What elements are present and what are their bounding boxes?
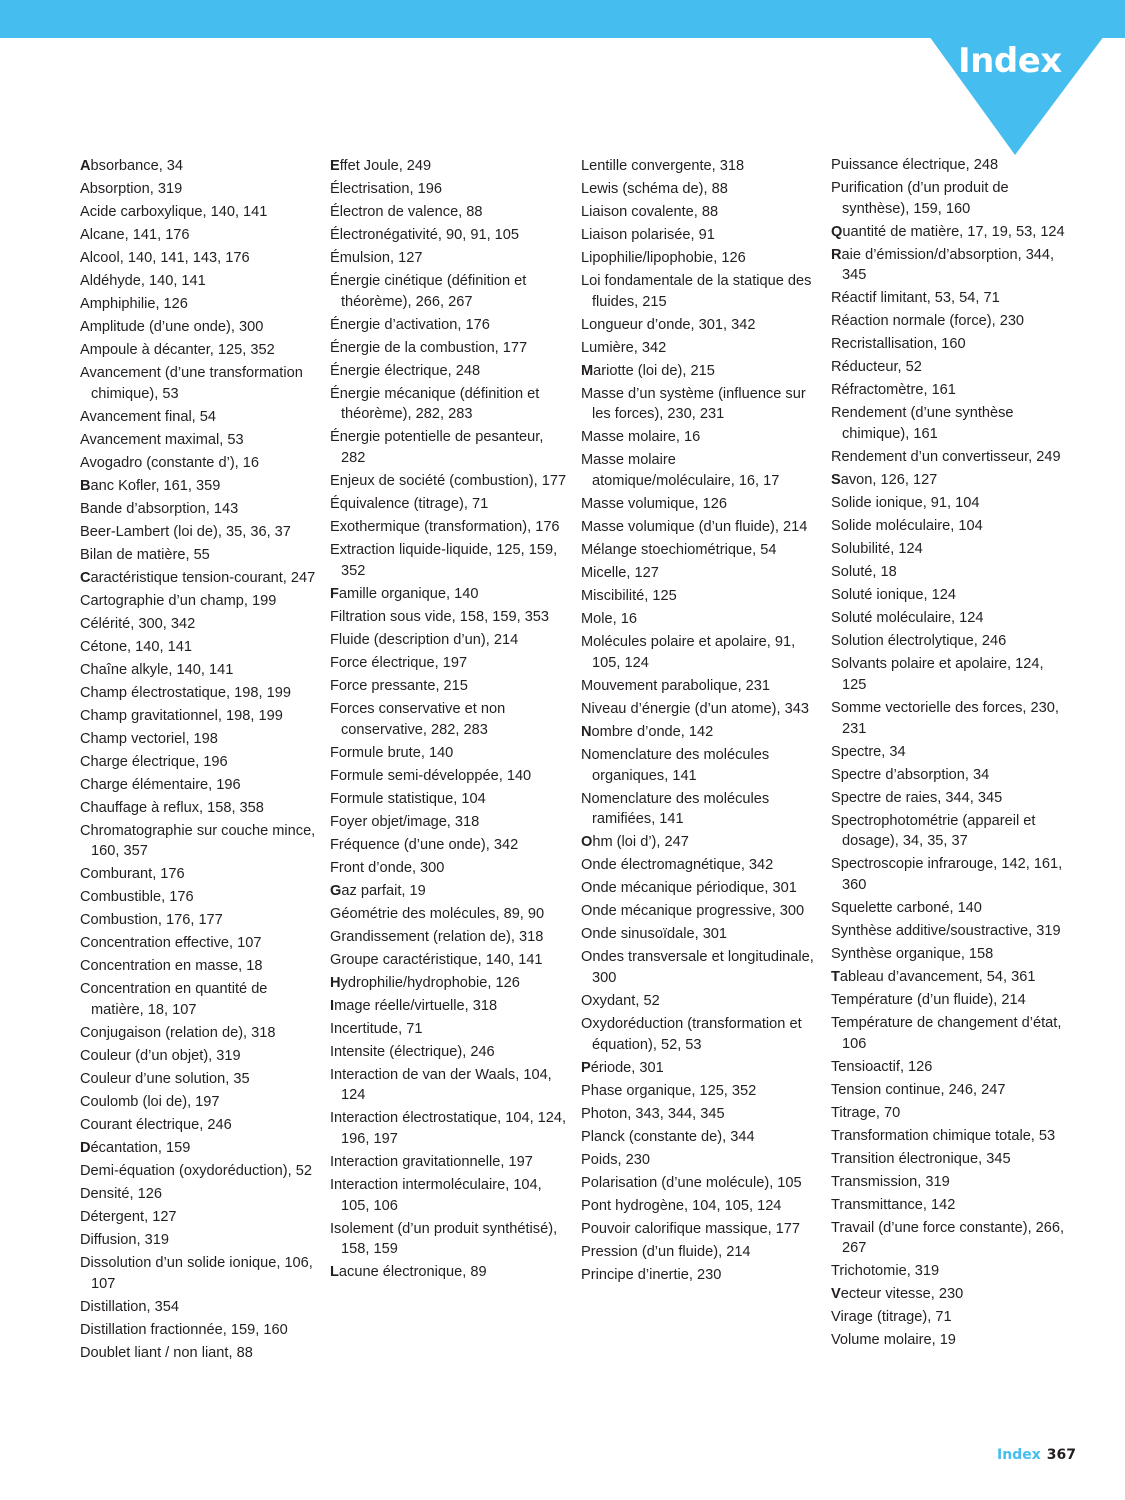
index-entry: Poids, 230: [581, 1151, 650, 1168]
index-entry: Amplitude (d’une onde), 300: [80, 319, 264, 335]
index-entry: Soluté moléculaire, 124: [831, 610, 984, 627]
index-entry: Masse molaire atomique/moléculaire, 16, 17: [581, 452, 780, 490]
index-entry: Amphiphilie, 126: [80, 296, 188, 312]
index-entry: Isolement (d’un produit synthétisé), 158, 159: [330, 1220, 558, 1258]
index-entry: Célérité, 300, 342: [80, 615, 196, 632]
index-entry: [80, 1138, 318, 1159]
index-entry: Spectre, 34: [831, 743, 906, 760]
section-initial-letter: O: [581, 834, 593, 851]
index-entry: Pont hydrogène, 104, 105, 124: [581, 1197, 782, 1214]
index-entry: Fréquence (d’une onde), 342: [330, 836, 519, 853]
footer-section-label: Index: [997, 1447, 1041, 1463]
index-entry: Réfractomètre, 161: [831, 382, 956, 399]
index-entry: [330, 881, 568, 902]
index-entry: Solvants polaire et apolaire, 124, 125: [831, 656, 1044, 693]
index-entry: Lumière, 342: [581, 339, 667, 356]
index-entry: Trichotomie, 319: [831, 1263, 940, 1280]
index-entry: Absorption, 319: [80, 181, 183, 197]
index-entry: Demi-équation (oxydoréduction), 52: [80, 1163, 313, 1180]
index-entry-text: hm (loi d’), 247: [592, 834, 689, 851]
index-entry: Température de changement d’état, 106: [831, 1014, 1062, 1052]
index-entry: Solide ionique, 91, 104: [831, 495, 980, 512]
index-entry: Spectre d’absorption, 34: [831, 766, 990, 783]
index-entry: Rendement (d’une synthèse chimique), 161: [831, 405, 1014, 443]
index-entry: Solution électrolytique, 246: [831, 633, 1007, 650]
section-initial-letter: M: [581, 362, 594, 379]
index-entry: [831, 245, 1069, 286]
index-entry: [581, 832, 819, 853]
index-entry: Interaction de van der Waals, 104, 124: [330, 1066, 552, 1104]
index-entry: Émulsion, 127: [330, 250, 423, 266]
section-initial-letter: V: [831, 1286, 841, 1303]
index-entry: Chaîne alkyle, 140, 141: [80, 661, 234, 678]
index-entry: Alcane, 141, 176: [80, 227, 190, 243]
index-entry-text: ecteur vitesse, 230: [840, 1286, 964, 1303]
index-entry: [581, 361, 819, 382]
index-entry: [80, 568, 318, 589]
index-entry-text: ombre d’onde, 142: [591, 723, 714, 740]
index-entry: Spectroscopie infrarouge, 142, 161, 360: [831, 856, 1063, 893]
index-entry: [330, 973, 568, 994]
index-entry: Transmittance, 142: [831, 1196, 956, 1213]
index-entry: [330, 996, 568, 1017]
index-entry-text: uantité de matière, 17, 19, 53, 124: [842, 223, 1065, 240]
index-entry: Liaison polarisée, 91: [581, 227, 715, 243]
index-entry: Chauffage à reflux, 158, 358: [80, 799, 264, 816]
index-entry: Cartographie d’un champ, 199: [80, 592, 277, 609]
index-entry: [80, 156, 318, 177]
index-entry: Filtration sous vide, 158, 159, 353: [330, 608, 550, 625]
index-entry: Force pressante, 215: [330, 677, 468, 694]
index-entry-text: aractéristique tension-courant, 247: [90, 569, 316, 586]
index-entry: Concentration en quantité de matière, 18, 107: [80, 981, 268, 1019]
index-entry: Enjeux de société (combustion), 177: [330, 473, 567, 490]
index-entry: [831, 222, 1069, 243]
index-entry: Avancement final, 54: [80, 408, 217, 425]
index-entry: Masse volumique (d’un fluide), 214: [581, 519, 808, 536]
index-entry: Extraction liquide-liquide, 125, 159, 352: [330, 542, 558, 579]
index-entry-text: écantation, 159: [90, 1140, 191, 1157]
index-entry: Spectre de raies, 344, 345: [831, 789, 1003, 806]
index-entry: Avancement (d’une transformation chimique), 53: [80, 365, 303, 402]
index-entry: Électronégativité, 90, 91, 105: [330, 227, 520, 243]
index-entry: Combustible, 176: [80, 889, 194, 906]
index-entry: Onde mécanique progressive, 300: [581, 903, 805, 920]
index-entry: Puissance électrique, 248: [831, 157, 999, 173]
index-entry: Niveau d’énergie (d’un atome), 343: [581, 700, 809, 717]
index-entry: [581, 722, 819, 743]
index-entry: Phase organique, 125, 352: [581, 1082, 757, 1099]
index-entry: Masse volumique, 126: [581, 496, 728, 513]
index-entry: Foyer objet/image, 318: [330, 813, 480, 830]
index-entry: [831, 470, 1069, 491]
index-entry: Champ vectoriel, 198: [80, 730, 218, 747]
index-column-1: [80, 156, 318, 1366]
index-entry-text: ffet Joule, 249: [339, 158, 432, 174]
section-initial-letter: F: [330, 585, 339, 602]
index-entry: Rendement d’un convertisseur, 249: [831, 449, 1061, 466]
section-initial-letter: R: [831, 246, 842, 263]
index-entry: Électron de valence, 88: [330, 204, 483, 220]
index-entry: Soluté, 18: [831, 564, 897, 581]
index-entry: [80, 476, 318, 497]
index-entry: Pression (d’un fluide), 214: [581, 1243, 751, 1260]
index-entry: Aldéhyde, 140, 141: [80, 273, 206, 289]
index-entry: Onde mécanique périodique, 301: [581, 880, 797, 897]
index-entry: Solubilité, 124: [831, 541, 923, 558]
index-entry-text: aie d’émission/d’absorption, 344, 345: [841, 246, 1055, 284]
index-entry: Transition électronique, 345: [831, 1150, 1011, 1167]
index-entry: Molécules polaire et apolaire, 91, 105, 124: [581, 634, 796, 671]
index-entry: Onde sinusoïdale, 301: [581, 926, 728, 943]
index-entry: Micelle, 127: [581, 565, 659, 582]
section-initial-letter: E: [330, 158, 340, 174]
index-entry: Équivalence (titrage), 71: [330, 496, 489, 513]
index-entry: Formule semi-développée, 140: [330, 767, 532, 784]
index-entry: Grandissement (relation de), 318: [330, 928, 544, 945]
index-entry: Ondes transversale et longitudinale, 300: [581, 949, 814, 986]
index-entry: Interaction gravitationnelle, 197: [330, 1153, 533, 1170]
index-entry: Réducteur, 52: [831, 359, 922, 376]
index-entry: Couleur (d’un objet), 319: [80, 1048, 241, 1065]
index-entry: Incertitude, 71: [330, 1020, 423, 1037]
index-entry: Énergie d’activation, 176: [330, 316, 490, 333]
index-entry: Planck (constante de), 344: [581, 1128, 755, 1145]
index-entry: Énergie de la combustion, 177: [330, 339, 528, 356]
index-entry: Tensioactif, 126: [831, 1058, 933, 1075]
index-entry: Travail (d’une force constante), 266, 267: [831, 1219, 1065, 1257]
section-initial-letter: G: [330, 882, 342, 899]
index-entry: Réactif limitant, 53, 54, 71: [831, 290, 1000, 307]
index-entry: Mélange stoechiométrique, 54: [581, 542, 777, 559]
index-entry: Température (d’un fluide), 214: [831, 991, 1026, 1008]
index-entry-text: anc Kofler, 161, 359: [90, 477, 221, 494]
index-entry: Oxydant, 52: [581, 992, 660, 1009]
index-entry: Concentration en masse, 18: [80, 958, 263, 975]
index-entry: Chromatographie sur couche mince, 160, 357: [80, 822, 316, 860]
index-entry: Acide carboxylique, 140, 141: [80, 204, 268, 220]
index-entry: Intensite (électrique), 246: [330, 1043, 495, 1060]
index-entry: [831, 967, 1069, 988]
index-entry: Longueur d’onde, 301, 342: [581, 316, 756, 333]
index-entry: [330, 156, 568, 177]
index-entry: Recristallisation, 160: [831, 336, 966, 353]
section-initial-letter: C: [80, 569, 91, 586]
section-initial-letter: I: [330, 997, 335, 1014]
index-entry: Onde électromagnétique, 342: [581, 857, 774, 874]
index-entry: Titrage, 70: [831, 1104, 901, 1121]
section-initial-letter: S: [831, 472, 841, 489]
index-entry-text: ableau d’avancement, 54, 361: [839, 968, 1036, 985]
index-entry: Transformation chimique totale, 53: [831, 1127, 1056, 1144]
index-entry: Avancement maximal, 53: [80, 431, 244, 448]
index-entry: [330, 1262, 568, 1283]
index-entry: Front d’onde, 300: [330, 859, 445, 876]
index-entry-text: bsorbance, 34: [90, 158, 184, 174]
section-initial-letter: A: [80, 158, 91, 174]
index-entry: Groupe caractéristique, 140, 141: [330, 951, 543, 968]
index-entry: Avogadro (constante d’), 16: [80, 454, 260, 471]
index-entry: Nomenclature des molécules ramifiées, 141: [581, 790, 770, 828]
index-entry: Champ électrostatique, 198, 199: [80, 684, 291, 701]
index-entry-text: az parfait, 19: [341, 882, 426, 899]
index-entry: Énergie cinétique (définition et théorème), 266, 267: [330, 273, 527, 310]
index-entry: Mouvement parabolique, 231: [581, 677, 771, 694]
index-entry: Photon, 343, 344, 345: [581, 1105, 725, 1122]
index-entry: Combustion, 176, 177: [80, 912, 223, 929]
index-entry: Conjugaison (relation de), 318: [80, 1025, 276, 1042]
index-entry: Masse d’un système (influence sur les forces), 230, 231: [581, 385, 806, 423]
index-entry: Distillation fractionnée, 159, 160: [80, 1321, 288, 1338]
index-entry: Loi fondamentale de la statique des fluides, 215: [581, 273, 812, 310]
index-entry: Synthèse organique, 158: [831, 945, 994, 962]
index-entry: Densité, 126: [80, 1186, 162, 1203]
index-entry: Formule brute, 140: [330, 744, 454, 761]
index-entry: Concentration effective, 107: [80, 935, 262, 952]
index-entry: Charge élémentaire, 196: [80, 776, 241, 793]
index-entry: Champ gravitationnel, 198, 199: [80, 707, 283, 724]
index-entry: Oxydoréduction (transformation et équation), 52, 53: [581, 1015, 802, 1053]
index-entry: Géométrie des molécules, 89, 90: [330, 905, 545, 922]
index-entry: Solide moléculaire, 104: [831, 518, 983, 535]
index-entry: [581, 1058, 819, 1079]
index-entry: Doublet liant / non liant, 88: [80, 1344, 253, 1361]
index-entry: Comburant, 176: [80, 866, 185, 883]
index-entry: [831, 1284, 1069, 1305]
index-entry-text: avon, 126, 127: [840, 472, 938, 489]
index-entry: Bande d’absorption, 143: [80, 500, 239, 517]
index-entry: Pouvoir calorifique massique, 177: [581, 1220, 801, 1237]
index-entry: Électrisation, 196: [330, 181, 442, 197]
index-entry: Miscibilité, 125: [581, 588, 677, 605]
index-entry: Cétone, 140, 141: [80, 638, 192, 655]
index-column-2: [330, 156, 568, 1285]
index-entry-text: acune électronique, 89: [338, 1264, 487, 1281]
index-entry: Dissolution d’un solide ionique, 106, 107: [80, 1255, 313, 1292]
section-initial-letter: H: [330, 974, 341, 991]
index-entry-text: ériode, 301: [590, 1059, 664, 1076]
section-initial-letter: N: [581, 723, 592, 740]
index-entry: Somme vectorielle des forces, 230, 231: [831, 699, 1059, 737]
index-columns: [80, 156, 1080, 1436]
index-entry: Mole, 16: [581, 611, 637, 628]
index-entry: Lipophilie/lipophobie, 126: [581, 250, 746, 266]
index-entry: Bilan de matière, 55: [80, 546, 210, 563]
index-entry: Interaction électrostatique, 104, 124, 196, 197: [330, 1110, 567, 1147]
page-number: 367: [1046, 1447, 1076, 1463]
index-entry: Masse molaire, 16: [581, 429, 701, 446]
index-entry: [330, 584, 568, 605]
index-entry-text: amille organique, 140: [338, 585, 479, 602]
index-entry: Coulomb (loi de), 197: [80, 1094, 220, 1111]
index-entry: Détergent, 127: [80, 1209, 177, 1226]
index-column-4: [831, 155, 1069, 1353]
section-initial-letter: Q: [831, 223, 843, 240]
index-entry: Énergie électrique, 248: [330, 362, 481, 379]
index-entry: Distillation, 354: [80, 1298, 179, 1315]
index-entry: Charge électrique, 196: [80, 753, 228, 770]
index-entry: Purification (d’un produit de synthèse), 159, 160: [831, 180, 1009, 217]
index-entry: Tension continue, 246, 247: [831, 1081, 1006, 1098]
index-entry: Liaison covalente, 88: [581, 204, 719, 220]
index-entry: Lewis (schéma de), 88: [581, 181, 728, 197]
index-entry: Volume molaire, 19: [831, 1332, 956, 1349]
index-entry: Principe d’inertie, 230: [581, 1266, 722, 1283]
page-title: Index: [958, 41, 1062, 81]
index-entry: Énergie potentielle de pesanteur, 282: [330, 429, 544, 467]
index-entry: Ampoule à décanter, 125, 352: [80, 342, 275, 358]
index-entry: Énergie mécanique (définition et théorème), 282, 283: [330, 385, 540, 423]
index-entry: Force électrique, 197: [330, 654, 468, 671]
index-entry: Exothermique (transformation), 176: [330, 519, 560, 536]
index-entry: Spectrophotométrie (appareil et dosage), 34, 35, 37: [831, 812, 1036, 850]
index-entry-text: mage réelle/virtuelle, 318: [334, 997, 498, 1014]
index-entry: Soluté ionique, 124: [831, 587, 956, 604]
index-entry: Alcool, 140, 141, 143, 176: [80, 250, 250, 266]
index-entry: Courant électrique, 246: [80, 1117, 232, 1134]
index-entry: Fluide (description d’un), 214: [330, 631, 519, 648]
section-initial-letter: D: [80, 1140, 91, 1157]
index-entry: Lentille convergente, 318: [581, 158, 745, 174]
index-entry: Virage (titrage), 71: [831, 1309, 952, 1326]
section-initial-letter: T: [831, 968, 840, 985]
index-entry: Forces conservative et non conservative, 282, 283: [330, 700, 506, 738]
index-column-3: [581, 156, 819, 1288]
section-initial-letter: P: [581, 1059, 591, 1076]
index-entry: Transmission, 319: [831, 1173, 950, 1190]
index-entry: Squelette carboné, 140: [831, 899, 982, 916]
index-entry: Formule statistique, 104: [330, 790, 486, 807]
index-entry: Couleur d’une solution, 35: [80, 1071, 250, 1088]
index-entry: Nomenclature des molécules organiques, 141: [581, 746, 770, 784]
index-entry: Diffusion, 319: [80, 1232, 169, 1249]
index-entry: Interaction intermoléculaire, 104, 105, 106: [330, 1176, 542, 1214]
index-entry: Réaction normale (force), 230: [831, 313, 1025, 330]
index-entry: Beer-Lambert (loi de), 35, 36, 37: [80, 523, 291, 540]
index-entry-text: ydrophilie/hydrophobie, 126: [340, 974, 520, 991]
index-entry: Polarisation (d’une molécule), 105: [581, 1174, 802, 1191]
page-footer: [997, 1445, 1076, 1465]
section-initial-letter: L: [330, 1264, 339, 1281]
index-entry: Synthèse additive/soustractive, 319: [831, 922, 1061, 939]
section-initial-letter: B: [80, 477, 91, 494]
index-entry-text: ariotte (loi de), 215: [593, 362, 715, 379]
